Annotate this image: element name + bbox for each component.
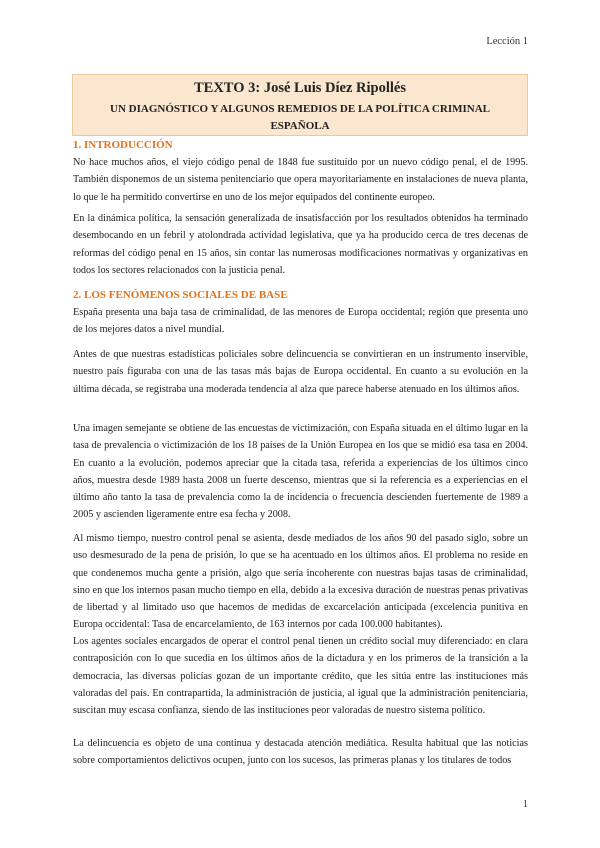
paragraph: Una imagen semejante se obtiene de las encuestas de victimización, con España situada en el último lugar en la tasa de prevalencia o victimización de los 18 países de la Unión Europea en los que se midió esa tasa en 2004. En cuanto a la evolución, podemos apreciar que la citada tasa, referida a experiencias de los últimos cinco años, muestra desde 1989 hasta 2008 un fuerte descenso, mientras que si la referencia es a experiencias en el último año tanto la tasa de prevalencia como la de incidencia o frecuencia descienden fuertemente de 1989 a 2005 y ascienden ligeramente entre esa fecha y 2008. [73,423,528,521]
document-subtitle: UN DIAGNÓSTICO Y ALGUNOS REMEDIOS DE LA POLÍTICA CRIMINAL ESPAÑOLA [110,103,490,132]
title-box [72,74,528,136]
paragraph: En la dinámica política, la sensación generalizada de insatisfacción por los resultados obtenidos ha terminado desembocando en un febril y atolondrada actividad legislativa, que ya ha producido cerca de tres decenas de reformas del código penal en 15 años, sin contar las numerosas modificaciones normativas y organizativas en todos los sectores relacionados con la justicia penal. [73,213,528,276]
page-number: 1 [522,799,528,810]
paragraph: Los agentes sociales encargados de operar el control penal tienen un crédito social muy diferenciado: en clara contraposición con lo que sucedía en los últimos años de la dictadura y en los primeros de la transición a la democracia, las diversas policías gozan de un importante crédito, que les sitúa entre las instituciones más valoradas del país. En contrapartida, la administración de justicia, al igual que la administración penitenciaria, suscitan muy escasa confianza, siendo de las instituciones peor valoradas de nuestro sistema político. [73,636,528,717]
paragraph: España presenta una baja tasa de criminalidad, de las menores de Europa occidental; región que presenta uno de los mejores datos a nivel mundial. [73,307,528,336]
section-heading-fenomenos: 2. LOS FENÓMENOS SOCIALES DE BASE [73,289,288,301]
paragraph: Al mismo tiempo, nuestro control penal se asienta, desde mediados de los años 90 del pasado siglo, sobre un uso desmesurado de la pena de prisión, lo que se ha acentuado en los últimos años. El problema no reside en que condenemos mucha gente a prisión, algo que sería incoherente con nuestras bajas tasas de criminalidad, sino en que los internos pasan mucho tiempo en ella, debido a la excesiva duración de nuestras penas privativas de libertad y al limitado uso que hacemos de medidas de excarcelación anticipada (excelencia punitiva en Europa occidental: Tasa de encarcelamiento, de 163 internos por cada 100.000 habitantes). [73,533,528,631]
paragraph: La delincuencia es objeto de una continua y destacada atención mediática. Resulta habitual que las noticias sobre comportamientos delictivos ocupen, junto con los sucesos, las primeras planas y los titulares de todos [73,738,528,767]
lesson-header: Lección 1 [486,36,528,47]
document-title: TEXTO 3: José Luis Díez Ripollés [193,80,406,96]
paragraph: No hace muchos años, el viejo código penal de 1848 fue sustituido por un nuevo código penal, el de 1995. También disponemos de un sistema penitenciario que opera mayoritariamente en instalaciones de nueva planta, lo que le ha permitido convertirse en uno de los mejor equipados del continente europeo. [73,157,528,203]
paragraph: Antes de que nuestras estadísticas policiales sobre delincuencia se convirtieran en un instrumento inservible, nuestro país figuraba con una de las tasas más bajas de Europa occidental. En cuanto a su evolución en la última década, se registraba una moderada tendencia al alza que parece haberse atenuado en los últimos años. [73,349,528,395]
section-heading-introduccion: 1. INTRODUCCIÓN [73,139,173,151]
